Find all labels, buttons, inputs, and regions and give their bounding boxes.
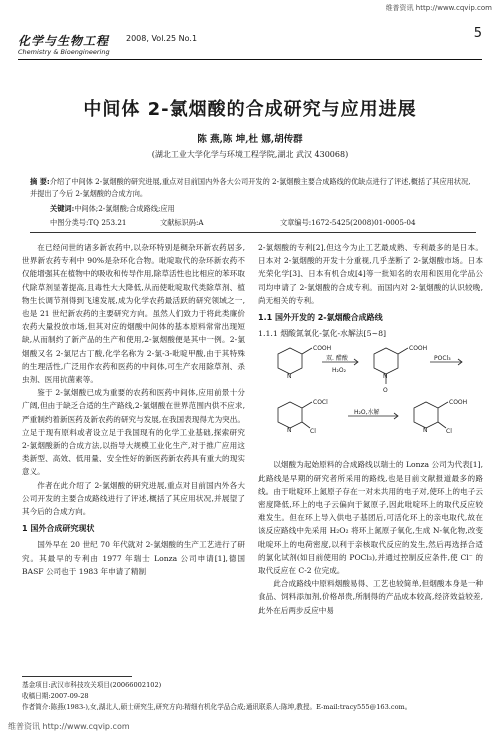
site-watermark: 维普资讯 http://www.cqvip.com	[385, 4, 492, 12]
abstract-rule	[30, 232, 476, 233]
keywords-text: 中间体;2-氯烟酸;合成路线;应用	[74, 204, 175, 213]
reagent-3: H₂O,水解	[354, 409, 380, 417]
intro-paragraph-3: 作者在此介绍了 2-氯烟酸的研究进展,重点对目前国内外各大公司开发的主要合成路线进行了评述,概括了其应用状况,并展望了其今后的合成方向。	[22, 480, 245, 517]
n-label-4: N	[423, 427, 428, 435]
journal-header	[18, 26, 482, 58]
left-column	[22, 241, 245, 578]
abstract-label: 摘 要:	[30, 177, 50, 186]
affiliation: (湖北工业大学化学与环境工程学院,湖北 武汉 430068)	[151, 150, 349, 159]
cl-label-1: Cl	[310, 428, 316, 436]
reaction-scheme	[258, 342, 483, 452]
cocl-label: COCl	[313, 399, 328, 407]
reagent-1b: H₂O₂	[332, 367, 347, 375]
section-heading-1-1-1: 1.1.1 烟酸氮氧化-氯化-水解法[5~8]	[258, 329, 387, 339]
reagent-1: 双. 醋酸	[326, 355, 348, 363]
cl-label-2: Cl	[446, 428, 452, 436]
continued-paragraph: 2-氯烟酸的专利[2],但这今为止工艺最成熟、专利最多的是日本。日本对 2-氯烟酸的开发十分重视,几乎垄断了 2-氯烟酸市场。日本光荣化学[3]、日本有机合成[4]等一批知名的农用和医用化学品公司均申请了 2-氯烟酸的合成专利。而国内对 2-氯烟酸的认识较晚,尚无相关的专利。	[258, 243, 483, 305]
right-column	[258, 241, 483, 617]
intro-paragraph-1: 在已经问世的诸多新农药中,以杂环特别是稠杂环新农药居多,世界新农药专利中 90%是杂环化合物。吡啶取代的杂环新农药不仅能增强其在植物中的吸收和传导作用,除草活性也比相应的苯环取代除草剂显著提高,且毒性大大降低,从而使吡啶取代类除草剂、植物生长调节剂得到飞速发展,成为化学农药最活跃的研究领域之一,也是 21 世纪新农药的主要研究方向。虽然人们致力于将此类廉价农药大量投放市场,但其对应的烟酸中间体的基本原料常常出现短缺,从而制约了新产品的生产和使用,2-氯烟酸便是其中一例。2-氯烟酸又名 2-氯尼古丁酸,化学名称为 2-氯-3-吡啶甲酸,由于其特殊的生理活性,广泛用作农药和医药的中间体,可生产农用除草剂、杀虫剂、医用抗菌素等。	[22, 243, 245, 385]
fund-note: 基金项目:武汉市科技攻关项目(20066002102)	[22, 681, 162, 689]
clc-number: 中图分类号:TQ 253.21	[50, 218, 127, 227]
n-label-1: N	[287, 373, 292, 381]
page-number: 5	[473, 26, 482, 41]
journal-name: 化学与生物工程	[18, 34, 110, 48]
footer-watermark: 维普资讯 http://www.cqvip.com	[8, 722, 130, 731]
article-number: 文章编号:1672-5425(2008)01-0005-04	[280, 218, 416, 227]
journal-name-en: Chemistry & Bioengineering	[18, 48, 110, 56]
header-rule	[18, 59, 482, 60]
section-heading-1-1: 1.1 国外开发的 2-氯烟酸合成路线	[258, 313, 383, 323]
keywords	[50, 204, 476, 214]
reagent-2: POCl₃	[434, 355, 451, 363]
footnote-rule	[22, 676, 132, 677]
keywords-label: 关键词:	[50, 204, 75, 213]
abstract	[30, 176, 476, 200]
cooh-label-4: COOH	[449, 399, 468, 407]
classification-row	[50, 218, 476, 230]
section-heading-1: 1 国外合成研究现状	[22, 524, 95, 534]
o-label: O	[383, 387, 388, 395]
authors: 陈 燕,陈 坤,杜 娜,胡传群	[197, 134, 303, 145]
route-paragraph-2: 此合成路线中原料烟酸易得、工艺也较简单,但烟酸本身是一种食品、饲料添加剂,价格昂贵,所制得的产品成本较高,经济效益较差,此外在后两步反应中易	[258, 579, 483, 615]
document-code: 文献标识码:A	[160, 218, 204, 227]
n-label-2: N	[383, 373, 388, 381]
section1-paragraph: 国外早在 20 世纪 70 年代就对 2-氯烟酸的生产工艺进行了研究。其最早的专利由 1977 年瑞士 Lonza 公司申请[1],德国 BASF 公司也于 1983 年申请了精制	[22, 540, 245, 576]
article-title: 中间体 2-氯烟酸的合成研究与应用进展	[83, 99, 417, 120]
journal-issue: 2008, Vol.25 No.1	[126, 34, 198, 43]
intro-paragraph-2: 鉴于 2-氯烟酸已成为重要的农药和医药中间体,应用前景十分广阔,但由于缺乏合适的生产路线,2-氯烟酸在世界范围内供不应求,严重制约着新医药及新农药的研究与发展,在我国表现得尤为突出。立足于现有原料或者设立足于我国现有的化学工业基础,探索研究 2-氯烟酸新的合成方法,以指导大规模工业化生产,对于推广应用这类新型、高效、低用量、安全性好的新医药新农药具有重大的现实意义。	[22, 388, 245, 477]
cooh-label-2: COOH	[409, 345, 428, 353]
abstract-text: 介绍了中间体 2-氯烟酸的研究进展,重点对目前国内外各大公司开发的 2-氯烟酸主要合成路线的优缺点进行了评述,概括了其应用状况,并提出了今后 2-氯烟酸的合成方向。	[30, 177, 471, 198]
author-bio: 作者简介:陈燕(1983-),女,湖北人,硕士研究生,研究方向:精细有机化学品合成;通讯联系人:陈坤,教授。E-mail:tracy555@163.com。	[22, 703, 412, 711]
received-date: 收稿日期:2007-09-28	[22, 692, 89, 700]
n-label-3: N	[287, 427, 292, 435]
cooh-label-1: COOH	[313, 345, 332, 353]
route-paragraph-1: 以烟酸为起始原料的合成路线以瑞士的 Lonza 公司为代表[1],此路线是早期的研究者所采用的路线,也是目前文献报道最多的路线。由于吡啶环上氮原子存在一对未共用的电子对,使环上的电子云密度降低,环上的电子云偏向于氮原子,因此吡啶环上的取代反应较难发生。但在环上导入供电子基团后,可活化环上的亲电取代,故在该反应路线中先采用 H₂O₂ 将环上氮原子氧化,生成 N-氧化物,改变吡啶环上的电荷密度,以利于亲核取代反应的发生,然后再选择合适的氯化试剂(如目前使用的 POCl₃),并通过控制反应条件,使 Cl⁻ 的取代反应在 C-2 位完成。	[258, 460, 483, 576]
